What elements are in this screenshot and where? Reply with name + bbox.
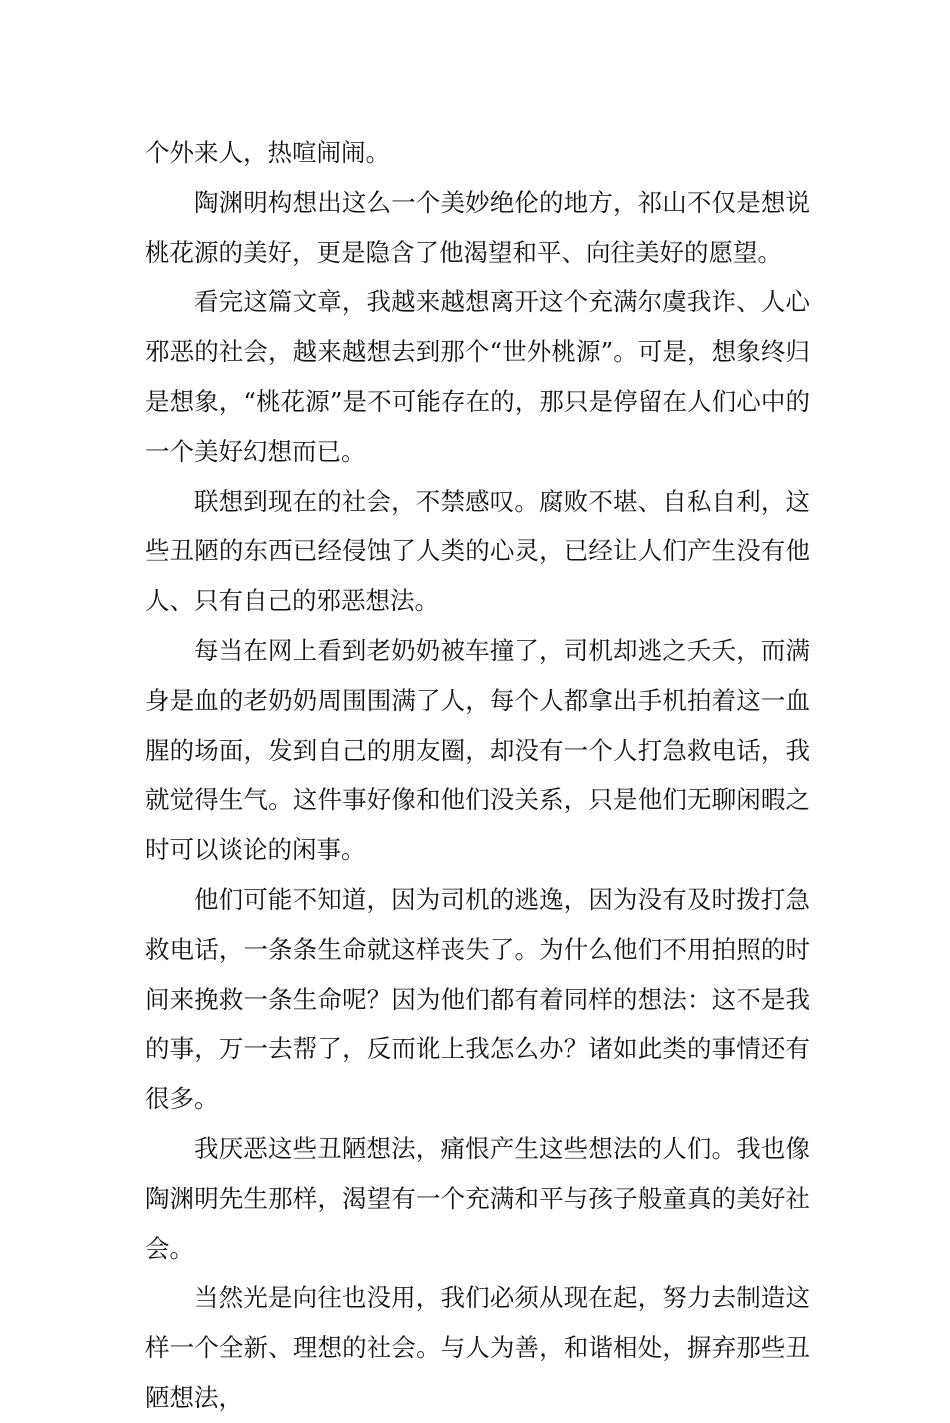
paragraph: 他们可能不知道，因为司机的逃逸，因为没有及时拨打急救电话，一条条生命就这样丧失了。为什么他们不用拍照的时间来挽救一条生命呢？因为他们都有着同样的想法：这不是我的事，万一去帮了，反而讹上我怎么办？诸如此类的事情还有很多。: [145, 884, 810, 1114]
paragraph: 个外来人，热喧闹闹。: [145, 138, 390, 167]
paragraph: 每当在网上看到老奶奶被车撞了，司机却逃之夭夭，而满身是血的老奶奶周围围满了人，每个人都拿出手机拍着这一血腥的场面，发到自己的朋友圈，却没有一个人打急救电话，我就觉得生气。这件事好像和他们没关系，只是他们无聊闲暇之时可以谈论的闲事。: [145, 635, 810, 865]
essay-body: [145, 128, 810, 1423]
paragraph: 看完这篇文章，我越来越想离开这个充满尔虞我诈、人心邪恶的社会，越来越想去到那个“世外桃源”。可是，想象终归是想象，“桃花源”是不可能存在的，那只是停留在人们心中的一个美好幻想而已。: [145, 287, 810, 466]
paragraph: 我厌恶这些丑陋想法，痛恨产生这些想法的人们。我也像陶渊明先生那样，渴望有一个充满和平与孩子般童真的美好社会。: [145, 1133, 810, 1263]
paragraph: 陶渊明构想出这么一个美妙绝伦的地方，祁山不仅是想说桃花源的美好，更是隐含了他渴望和平、向往美好的愿望。: [145, 187, 810, 267]
paragraph: 联想到现在的社会，不禁感叹。腐败不堪、自私自利，这些丑陋的东西已经侵蚀了人类的心灵，已经让人们产生没有他人、只有自己的邪恶想法。: [145, 486, 810, 616]
paragraph: 当然光是向往也没用，我们必须从现在起，努力去制造这样一个全新、理想的社会。与人为善，和谐相处，摒弃那些丑陋想法，: [145, 1283, 810, 1412]
